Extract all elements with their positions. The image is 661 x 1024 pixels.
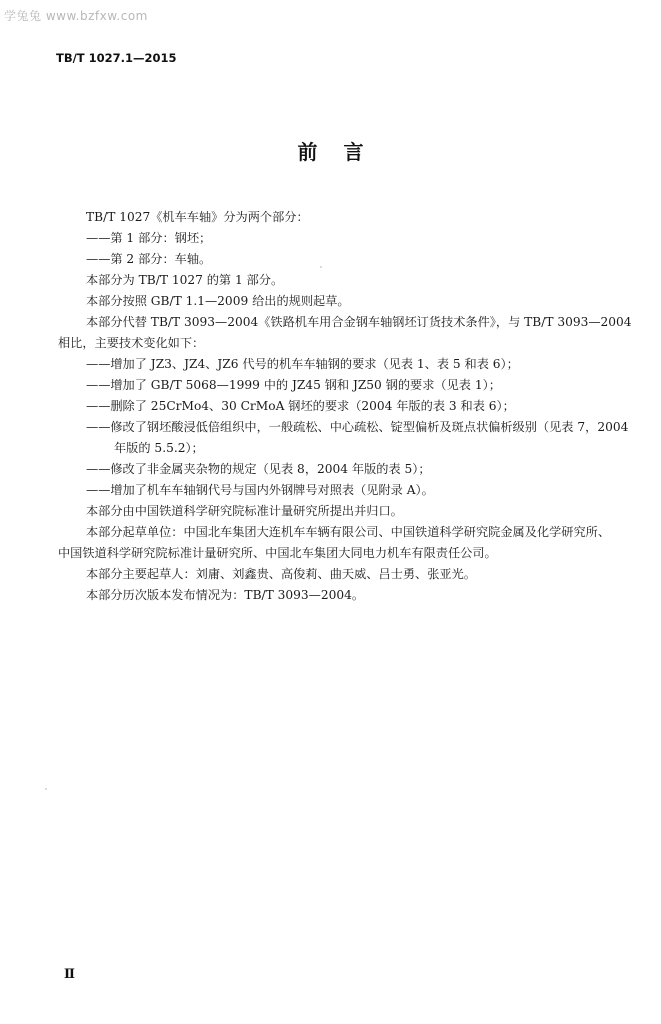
- paragraph-drafting-rules: 本部分按照 GB/T 1.1—2009 给出的规则起草。: [86, 294, 350, 308]
- paragraph-history: 本部分历次版本发布情况为：TB/T 3093—2004。: [86, 588, 365, 602]
- paragraph-scope: 本部分为 TB/T 1027 的第 1 部分。: [86, 273, 284, 287]
- foreword-body: [58, 207, 652, 606]
- change-item: ——增加了机车车轴钢代号与国内外钢牌号对照表（见附录 A）。: [86, 483, 434, 497]
- list-item-part1: ——第 1 部分：钢坯；: [86, 231, 212, 245]
- page-number: Ⅱ: [64, 967, 75, 982]
- change-item: ——增加了 JZ3、JZ4、JZ6 代号的机车车轴钢的要求（见表 1、表 5 和表 6）；: [86, 357, 519, 371]
- change-item: ——删除了 25CrMo4、30 CrMoA 钢坯的要求（2004 年版的表 3 和表 6）；: [86, 399, 515, 413]
- paragraph-drafting-units-cont: 中国铁道科学研究院标准计量研究所、中国北车集团大同电力机车有限责任公司。: [58, 546, 497, 560]
- change-item: ——增加了 GB/T 5068—1999 中的 JZ45 钢和 JZ50 钢的要求（见表 1）；: [86, 378, 501, 392]
- scan-speck: [45, 788, 47, 790]
- scan-speck: [320, 266, 322, 268]
- paragraph-drafting-units: 本部分起草单位：中国北车集团大连机车车辆有限公司、中国铁道科学研究院金属及化学研究所、: [86, 525, 611, 539]
- paragraph-proposer: 本部分由中国铁道科学研究院标准计量研究所提出并归口。: [86, 504, 403, 518]
- document-id: TB/T 1027.1—2015: [56, 51, 177, 65]
- change-item-cont: 年版的 5.5.2）；: [114, 441, 204, 455]
- paragraph-replaces: 本部分代替 TB/T 3093—2004《铁路机车用合金钢车轴钢坯订货技术条件》，与 TB/T 3093—2004: [86, 315, 632, 329]
- paragraph-parts-intro: TB/T 1027《机车车轴》分为两个部分：: [86, 210, 309, 224]
- paragraph-replaces-cont: 相比，主要技术变化如下：: [58, 336, 205, 350]
- paragraph-drafters: 本部分主要起草人：刘庸、刘鑫贵、高俊莉、曲天威、吕士勇、张亚光。: [86, 567, 476, 581]
- list-item-part2: ——第 2 部分：车轴。: [86, 252, 212, 266]
- watermark-text: 学兔兔 www.bzfxw.com: [4, 9, 148, 23]
- change-item: ——修改了非金属夹杂物的规定（见表 8，2004 年版的表 5）；: [86, 462, 431, 476]
- change-item: ——修改了钢坯酸浸低倍组织中，一般疏松、中心疏松、锭型偏析及斑点状偏析级别（见表 7，2004: [86, 420, 629, 434]
- page-title: 前言: [297, 140, 390, 164]
